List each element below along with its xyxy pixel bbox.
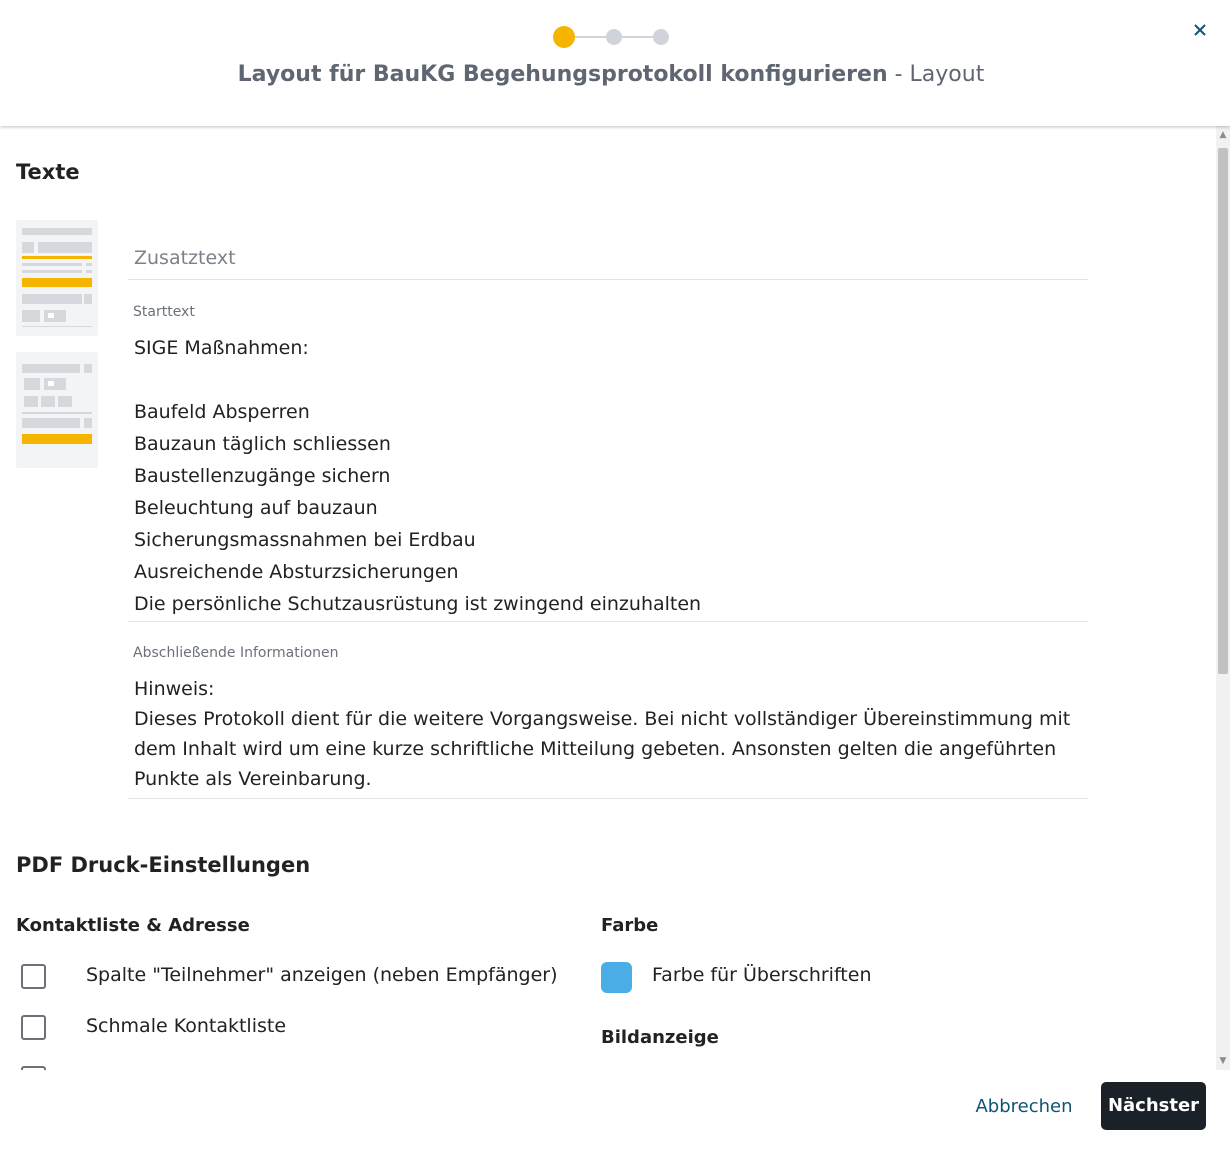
layout-thumbnail-2[interactable] bbox=[16, 352, 98, 468]
step-2[interactable] bbox=[606, 29, 622, 45]
contacts-heading: Kontaktliste & Adresse bbox=[16, 915, 250, 936]
scrollbar-thumb[interactable] bbox=[1218, 148, 1228, 674]
heading-color-swatch[interactable] bbox=[601, 962, 632, 993]
step-connector bbox=[573, 36, 609, 38]
dialog-title bbox=[0, 62, 1222, 87]
abschluss-paragraph[interactable]: Dieses Protokoll dient für die weitere Vorgangsweise. Bei nicht vollständiger Übereinstimmung mit dem Inhalt wird um eine kurze schriftliche Mitteilung gebeten. Ansonsten gelten die angeführten Punkte als Vereinbarung. bbox=[134, 708, 1071, 790]
title-main: Layout für BauKG Begehungsprotokoll konfigurieren bbox=[237, 62, 888, 87]
title-step: Layout bbox=[909, 62, 985, 87]
scroll-down-arrow-icon[interactable]: ▼ bbox=[1219, 1056, 1227, 1066]
next-button[interactable]: Nächster bbox=[1101, 1082, 1206, 1130]
section-title-texte: Texte bbox=[16, 160, 80, 184]
dialog-body[interactable] bbox=[0, 126, 1216, 1070]
abschluss-line1[interactable]: Hinweis: bbox=[134, 678, 215, 700]
scroll-up-arrow-icon[interactable]: ▲ bbox=[1219, 130, 1227, 140]
step-connector bbox=[621, 36, 655, 38]
checkbox-teilnehmer[interactable] bbox=[21, 964, 46, 989]
layout-thumbnail-1[interactable] bbox=[16, 220, 98, 336]
dialog-footer bbox=[0, 1070, 1230, 1153]
zusatztext-placeholder: Zusatztext bbox=[134, 247, 236, 269]
zusatztext-field[interactable] bbox=[128, 224, 1088, 280]
abschluss-label: Abschließende Informationen bbox=[133, 645, 339, 661]
checkbox-schmale-kontaktliste[interactable] bbox=[21, 1015, 46, 1040]
close-button[interactable] bbox=[1188, 18, 1212, 42]
dialog-header bbox=[0, 0, 1230, 126]
checkbox-label-schmale-kontaktliste[interactable]: Schmale Kontaktliste bbox=[86, 1015, 287, 1037]
stepper bbox=[553, 26, 673, 48]
starttext-label: Starttext bbox=[133, 304, 195, 320]
title-separator: - bbox=[887, 62, 910, 87]
color-label: Farbe für Überschriften bbox=[652, 964, 872, 986]
close-icon bbox=[1193, 23, 1207, 37]
color-heading: Farbe bbox=[601, 915, 659, 936]
step-3[interactable] bbox=[653, 29, 669, 45]
image-display-heading: Bildanzeige bbox=[601, 1027, 719, 1048]
section-title-pdf: PDF Druck-Einstellungen bbox=[16, 853, 311, 877]
cancel-button[interactable]: Abbrechen bbox=[975, 1096, 1073, 1117]
vertical-scrollbar[interactable] bbox=[1216, 126, 1230, 1070]
starttext-value[interactable]: SIGE Maßnahmen: Baufeld Absperren Bauzaun täglich schliessen Baustellenzugänge sichern Beleuchtung auf bauzaun Sicherungsmassnahmen bei Erdbau Ausreichende Absturzsicherungen Die persönliche Schutzausrüstung ist zwingend einzuhalten bbox=[134, 337, 702, 615]
checkbox-label-teilnehmer[interactable]: Spalte "Teilnehmer" anzeigen (neben Empfänger) bbox=[86, 964, 558, 986]
step-1-active[interactable] bbox=[553, 26, 575, 48]
